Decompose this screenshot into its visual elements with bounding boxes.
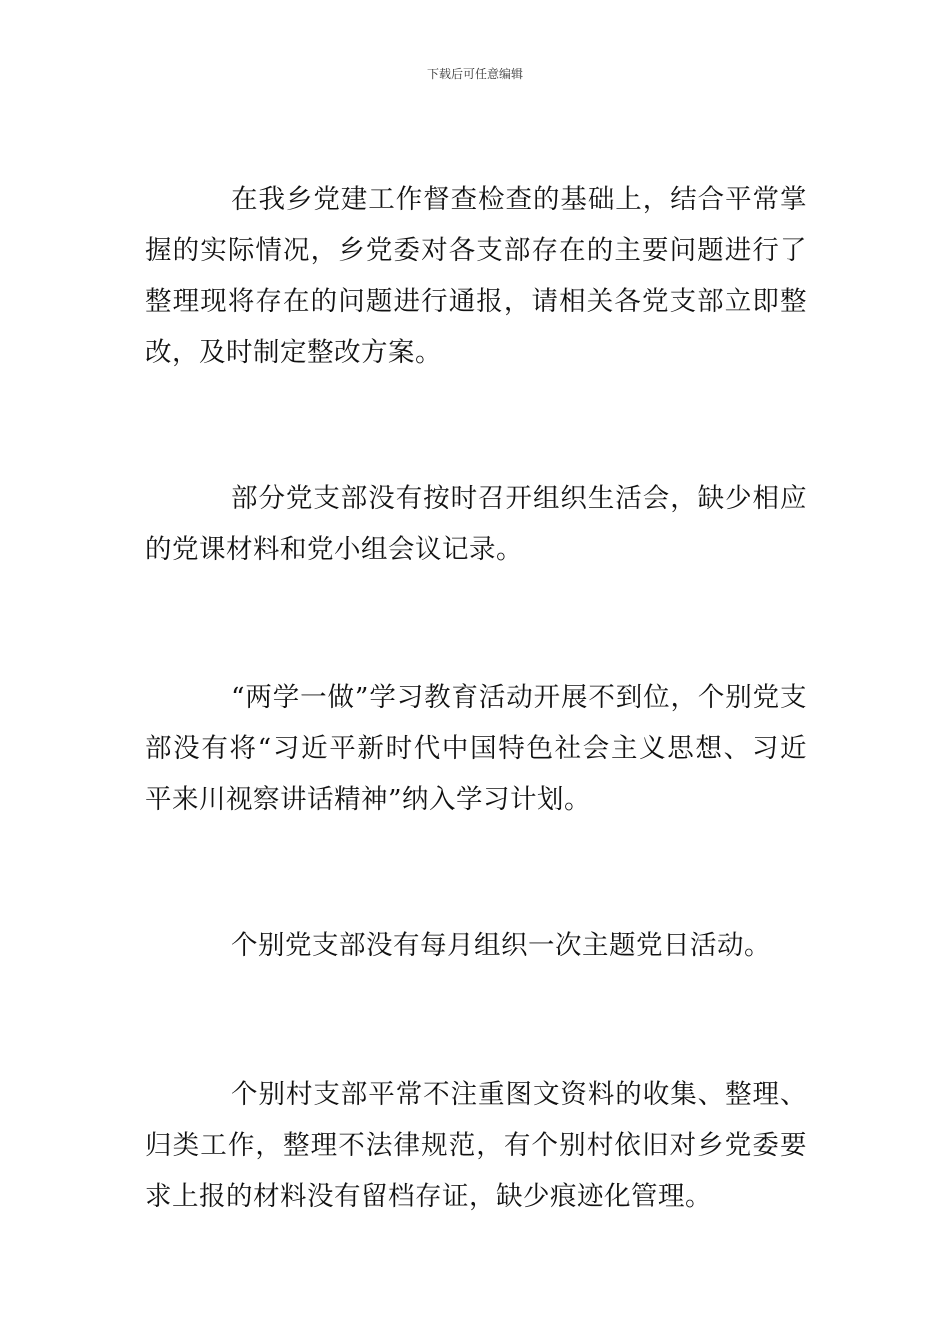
paragraph-issue-4: 个别村支部平常不注重图文资料的收集、整理、归类工作，整理不法律规范，有个别村依旧对乡党委要求上报的材料没有留档存证，缺少痕迹化管理。 (145, 1079, 807, 1212)
paragraph-intro: 在我乡党建工作督查检查的基础上，结合平常掌握的实际情况，乡党委对各支部存在的主要问题进行了整理现将存在的问题进行通报，请相关各党支部立即整改，及时制定整改方案。 (145, 184, 807, 368)
header-note: 下载后可任意编辑 (426, 67, 523, 81)
paragraph-issue-2: “两学一做”学习教育活动开展不到位，个别党支部没有将“习近平新时代中国特色社会主义思想、习近平来川视察讲话精神”纳入学习计划。 (145, 682, 807, 815)
paragraph-issue-3: 个别党支部没有每月组织一次主题党日活动。 (231, 930, 771, 961)
paragraph-issue-1: 部分党支部没有按时召开组织生活会，缺少相应的党课材料和党小组会议记录。 (145, 483, 807, 565)
